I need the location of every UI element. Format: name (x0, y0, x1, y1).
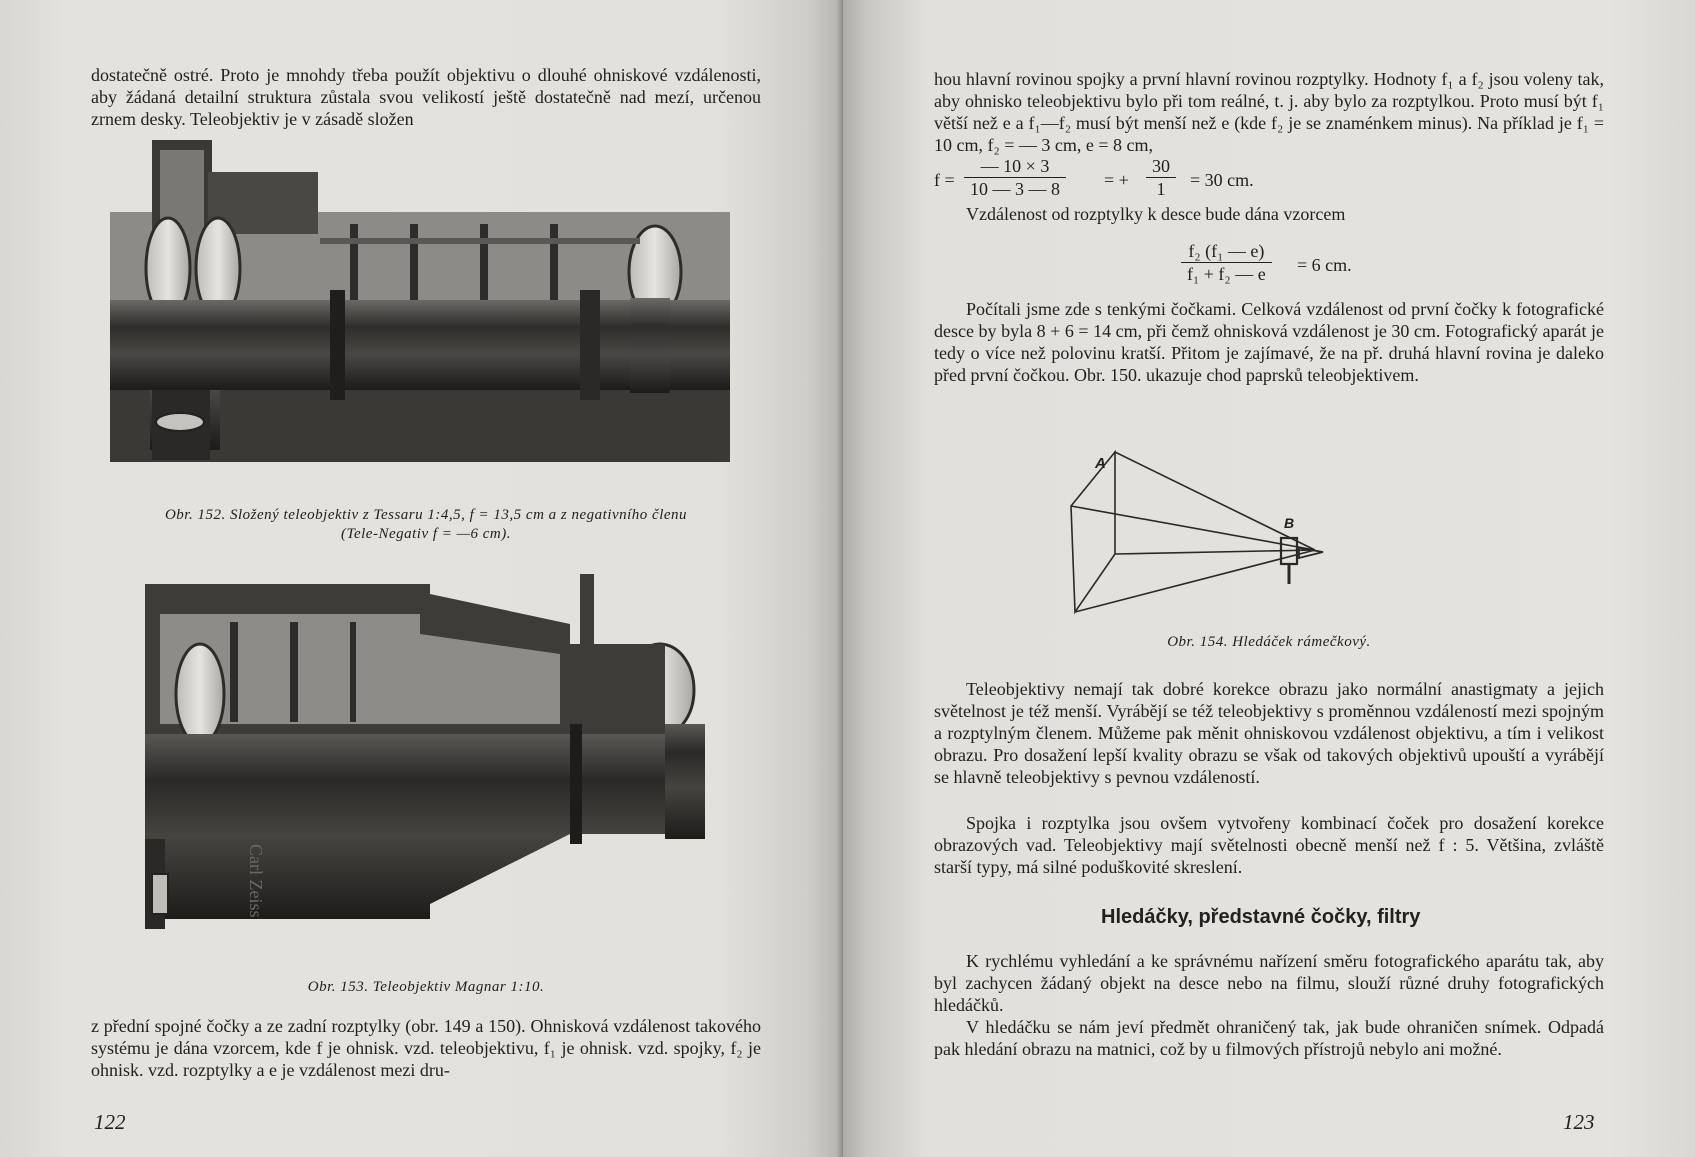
caption-152-line2: (Tele-Negativ f = —6 cm). (341, 526, 511, 542)
formula1-fraction1 (964, 155, 1066, 200)
formula1-fraction2 (1146, 155, 1176, 200)
caption-153: Obr. 153. Teleobjektiv Magnar 1:10. (307, 979, 545, 995)
figure-153-magnar-lens (140, 574, 750, 964)
formula1-num1: — 10 × 3 (964, 155, 1066, 178)
formula-plate-distance (1181, 240, 1441, 288)
formula1-num2: 30 (1146, 155, 1176, 178)
formula1-den1: 10 — 3 — 8 (970, 179, 1060, 199)
formula1-result: = 30 cm. (1190, 170, 1254, 190)
diagram-label-b: B (1284, 515, 1295, 531)
formula1-lhs: f = (934, 170, 955, 190)
formula2-num: f₂ (f₁ — e) (1181, 240, 1272, 263)
diagram-label-a: A (1095, 455, 1106, 472)
figure-152-teleobjective-cutaway (110, 140, 730, 500)
paragraph-viewfinders-1: K rychlému vyhledání a ke správnému nařízení směru fotografického aparátu tak, aby byl zachycen žádaný objekt na desce nebo na filmu, slouží různé druhy fotografických hledáčků. (934, 951, 1604, 1015)
formula2-intro: Vzdálenost od rozptylky k desce bude dána vzorcem (966, 204, 1346, 224)
right-page (843, 0, 1695, 1157)
figure-154-frame-viewfinder (1067, 444, 1337, 624)
section-heading: Hledáčky, představné čočky, filtry (1101, 906, 1421, 928)
page-number-right: 123 (1563, 1110, 1595, 1134)
formula-focal-length (934, 155, 1434, 203)
caption-154: Obr. 154. Hledáček rámečkový. (1167, 634, 1371, 650)
paragraph-viewfinders-2: V hledáčku se nám jeví předmět ohraničený tak, jak bude ohraničen snímek. Odpadá pak hledání obrazu na matnici, což by u filmových přístrojů nebylo ani možné. (934, 1017, 1604, 1059)
formula2-den: f₁ + f₂ — e (1187, 264, 1266, 284)
page-number-left: 122 (94, 1110, 126, 1134)
paragraph-thin-lenses: Počítali jsme zde s tenkými čočkami. Celková vzdálenost od první čočky k fotografické desce by byla 8 + 6 = 14 cm, při čemž ohnisková vzdálenost je 30 cm. Fotografický aparát je tedy o více než polovinu kratší. Přitom je zajímavé, že na př. druhá hlavní rovina je daleko před první čočkou. Obr. 150. ukazuje chod paprsků teleobjektivem. (934, 299, 1604, 385)
left-bottom-paragraph: z přední spojné čočky a ze zadní rozptylky (obr. 149 a 150). Ohnisková vzdálenost takového systému je dána vzorcem, kde f je ohnisk. vzd. teleobjektivu, f₁ je ohnisk. vzd. spojky, f₂ je ohnisk. vzd. rozptylky a e je vzdálenost mezi dru- (91, 1016, 761, 1080)
paragraph-teleobjectives-2: Spojka i rozptylka jsou ovšem vytvořeny kombinací čoček pro dosažení korekce obrazových vad. Teleobjektivy mají světelnosti obecně menší než f : 5. Většina, zvláště starší typy, má silné poduškovité skreslení. (934, 813, 1604, 877)
formula1-mid: = + (1104, 170, 1129, 190)
left-top-paragraph: dostatečně ostré. Proto je mnohdy třeba použít objektivu o dlouhé ohniskové vzdálenosti, aby žádaná detailní struktura zůstala svou velikostí ještě dostatečně nad mezí, určenou zrnem desky. Teleobjektiv je v zásadě složen (91, 65, 761, 129)
left-page (0, 0, 843, 1157)
photo-text-carl-zeiss: Carl Zeiss (246, 844, 266, 918)
paragraph-teleobjectives-1: Teleobjektivy nemají tak dobré korekce obrazu jako normální anastigmaty a jejich světelnost je též menší. Vyrábějí se též teleobjektivy s proměnnou vzdáleností mezi spojným a rozptylným členem. Můžeme pak měnit ohniskovou vzdálenost objektivu, a tím i velikost obrazu. Pro dosažení lepší kvality obrazu se však od takových objektivů upouští a vyrábějí se hlavně teleobjektivy s pevnou vzdáleností. (934, 679, 1604, 787)
right-top-paragraph: hou hlavní rovinou spojky a první hlavní rovinou rozptylky. Hodnoty f₁ a f₂ jsou voleny tak, aby ohnisko teleobjektivu bylo při tom reálné, t. j. aby bylo za rozptylkou. Proto musí být f₁ větší než e a f₁—f₂ musí být menší než e (kde f₂ je se znaménkem minus). Na příklad je f₁ = 10 cm, f₂ = — 3 cm, e = 8 cm, (934, 69, 1604, 155)
caption-152-line1: Obr. 152. Složený teleobjektiv z Tessaru 1:4,5, f = 13,5 cm a z negativního členu (164, 507, 688, 523)
formula2-fraction (1181, 240, 1272, 285)
formula2-result: = 6 cm. (1297, 255, 1352, 275)
formula1-den2: 1 (1156, 179, 1166, 199)
